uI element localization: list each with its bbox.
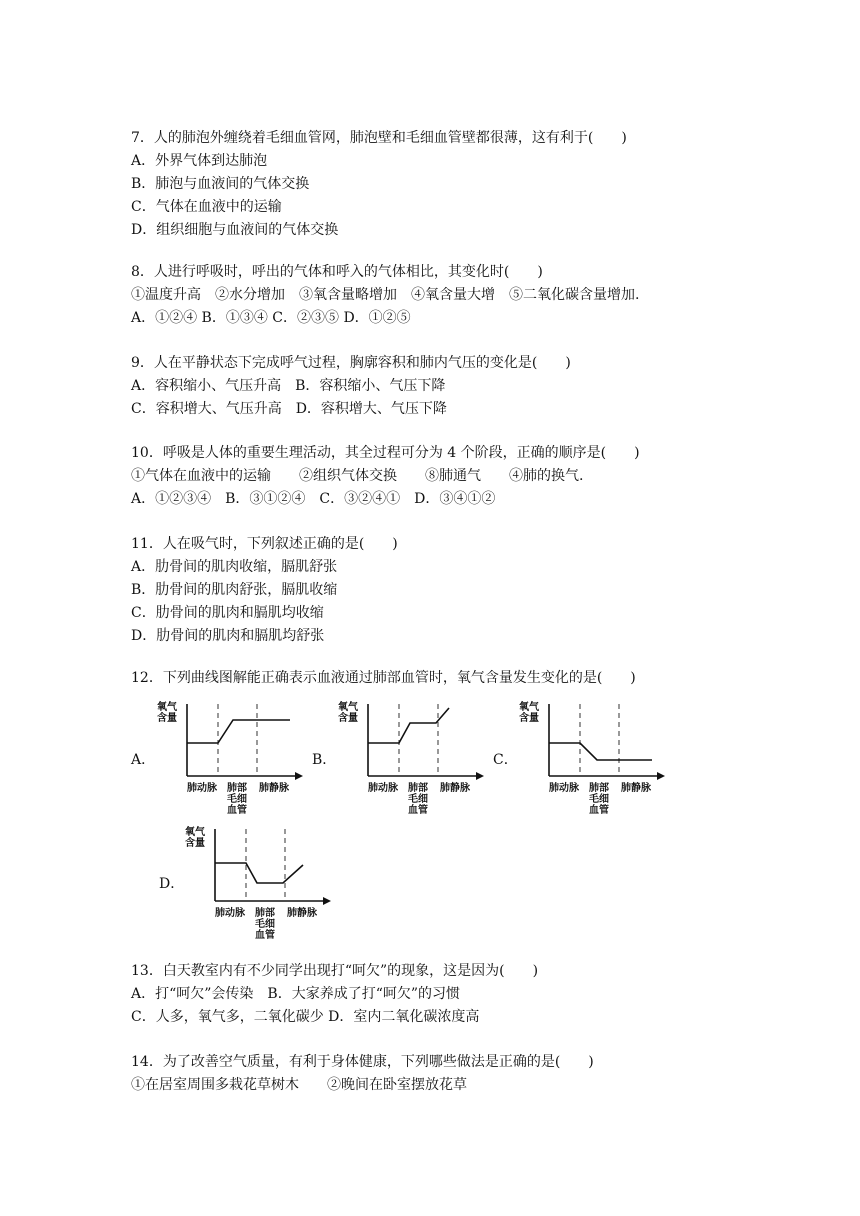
statement-list: ①温度升高 ②水分增加 ③氧含量略增加 ④氧含量大增 ⑤二氧化碳含量增加. (131, 287, 640, 303)
question-10 (131, 442, 640, 511)
question-7 (131, 127, 627, 242)
options-cd: C．人多，氧气多，二氧化碳少 D．室内二氧化碳浓度高 (131, 1009, 480, 1025)
statement-list: ①在居室周围多栽花草树木 ②晚间在卧室摆放花草 (131, 1077, 467, 1093)
x-label-capillary-1: 肺部 (589, 783, 609, 794)
option-a: A．肋骨间的肌肉收缩，膈肌舒张 (131, 559, 338, 575)
x-label-capillary-1: 肺部 (408, 783, 428, 794)
y-axis-label-line2: 含量 (338, 713, 358, 724)
x-label-capillary-2: 毛细 (255, 919, 275, 930)
question-stem: 10．呼吸是人体的重要生理活动，其全过程可分为 4 个阶段，正确的顺序是( ) (131, 445, 640, 461)
x-label-capillary-3: 血管 (408, 805, 428, 815)
statement-list: ①气体在血液中的运输 ②组织气体交换 ⑧肺通气 ④肺的换气. (131, 468, 584, 484)
oxygen-curve (187, 720, 290, 743)
question-stem: 12．下列曲线图解能正确表示血液通过肺部血管时，氧气含量发生变化的是( ) (131, 670, 636, 686)
question-11 (131, 533, 398, 648)
x-label-vein: 肺静脉 (621, 783, 651, 794)
chart-d (183, 825, 333, 940)
x-label-artery: 肺动脉 (549, 783, 579, 794)
option-a: A．外界气体到达肺泡 (131, 153, 268, 169)
x-axis-arrow (323, 897, 331, 905)
answer-options: A．①②④ B．①③④ C．②③⑤ D．①②⑤ (131, 310, 411, 326)
oxygen-curve (368, 708, 449, 743)
x-label-artery: 肺动脉 (215, 908, 245, 919)
x-label-capillary-3: 血管 (227, 805, 247, 815)
question-stem: 11．人在吸气时，下列叙述正确的是( ) (131, 536, 398, 552)
chart-option-a-label: A． (131, 752, 156, 768)
y-axis-label-line1: 氧气 (519, 702, 539, 713)
option-d: D．肋骨间的肌肉和膈肌均舒张 (131, 628, 325, 644)
question-stem: 8．人进行呼吸时，呼出的气体和呼入的气体相比，其变化时( ) (131, 264, 543, 280)
question-14 (131, 1051, 594, 1097)
chart-c (517, 700, 667, 815)
x-label-capillary-1: 肺部 (255, 908, 275, 919)
x-label-vein: 肺静脉 (287, 908, 317, 919)
chart-option-b-label: B． (312, 752, 337, 768)
answer-options: A．①②③④ B．③①②④ C．③②④① D．③④①② (131, 491, 496, 507)
oxygen-curve (549, 743, 652, 760)
question-stem: 14．为了改善空气质量，有利于身体健康，下列哪些做法是正确的是( ) (131, 1054, 594, 1070)
x-axis-arrow (295, 772, 303, 780)
x-label-capillary-2: 毛细 (227, 794, 247, 805)
x-axis-arrow (657, 772, 665, 780)
x-label-capillary-2: 毛细 (408, 794, 428, 805)
chart-a (155, 700, 305, 815)
x-label-capillary-3: 血管 (589, 805, 609, 815)
y-axis-label-line2: 含量 (157, 713, 177, 724)
x-label-artery: 肺动脉 (187, 783, 217, 794)
x-label-vein: 肺静脉 (440, 783, 470, 794)
chart-option-d-label: D． (159, 876, 185, 892)
question-9 (131, 352, 571, 421)
option-d: D．组织细胞与血液间的气体交换 (131, 222, 339, 238)
options-ab: A．容积缩小、气压升高 B．容积缩小、气压下降 (131, 378, 446, 394)
option-c: C．气体在血液中的运输 (131, 199, 282, 215)
question-12 (131, 667, 636, 690)
x-axis-arrow (476, 772, 484, 780)
option-b: B．肺泡与血液间的气体交换 (131, 176, 310, 192)
oxygen-curve (215, 863, 303, 883)
y-axis-label-line1: 氧气 (157, 702, 177, 713)
question-stem: 7．人的肺泡外缠绕着毛细血管网，肺泡壁和毛细血管壁都很薄，这有利于( ) (131, 130, 627, 146)
question-13 (131, 960, 538, 1029)
y-axis-label-line1: 氧气 (185, 827, 205, 838)
x-label-capillary-3: 血管 (255, 930, 275, 940)
question-stem: 13．白天教室内有不少同学出现打“呵欠”的现象，这是因为( ) (131, 963, 539, 979)
y-axis-label-line1: 氧气 (338, 702, 358, 713)
x-label-artery: 肺动脉 (368, 783, 398, 794)
x-label-vein: 肺静脉 (259, 783, 289, 794)
option-b: B．肋骨间的肌肉舒张，膈肌收缩 (131, 582, 338, 598)
x-label-capillary-1: 肺部 (227, 783, 247, 794)
options-cd: C．容积增大、气压升高 D．容积增大、气压下降 (131, 401, 447, 417)
options-ab: A．打“呵欠”会传染 B．大家养成了打“呵欠”的习惯 (131, 986, 461, 1002)
y-axis-label-line2: 含量 (185, 838, 205, 849)
question-stem: 9．人在平静状态下完成呼气过程，胸廓容积和肺内气压的变化是( ) (131, 355, 571, 371)
option-c: C．肋骨间的肌肉和膈肌均收缩 (131, 605, 324, 621)
x-label-capillary-2: 毛细 (589, 794, 609, 805)
question-8 (131, 261, 639, 330)
chart-b (336, 700, 486, 815)
y-axis-label-line2: 含量 (519, 713, 539, 724)
chart-option-c-label: C． (493, 752, 518, 768)
